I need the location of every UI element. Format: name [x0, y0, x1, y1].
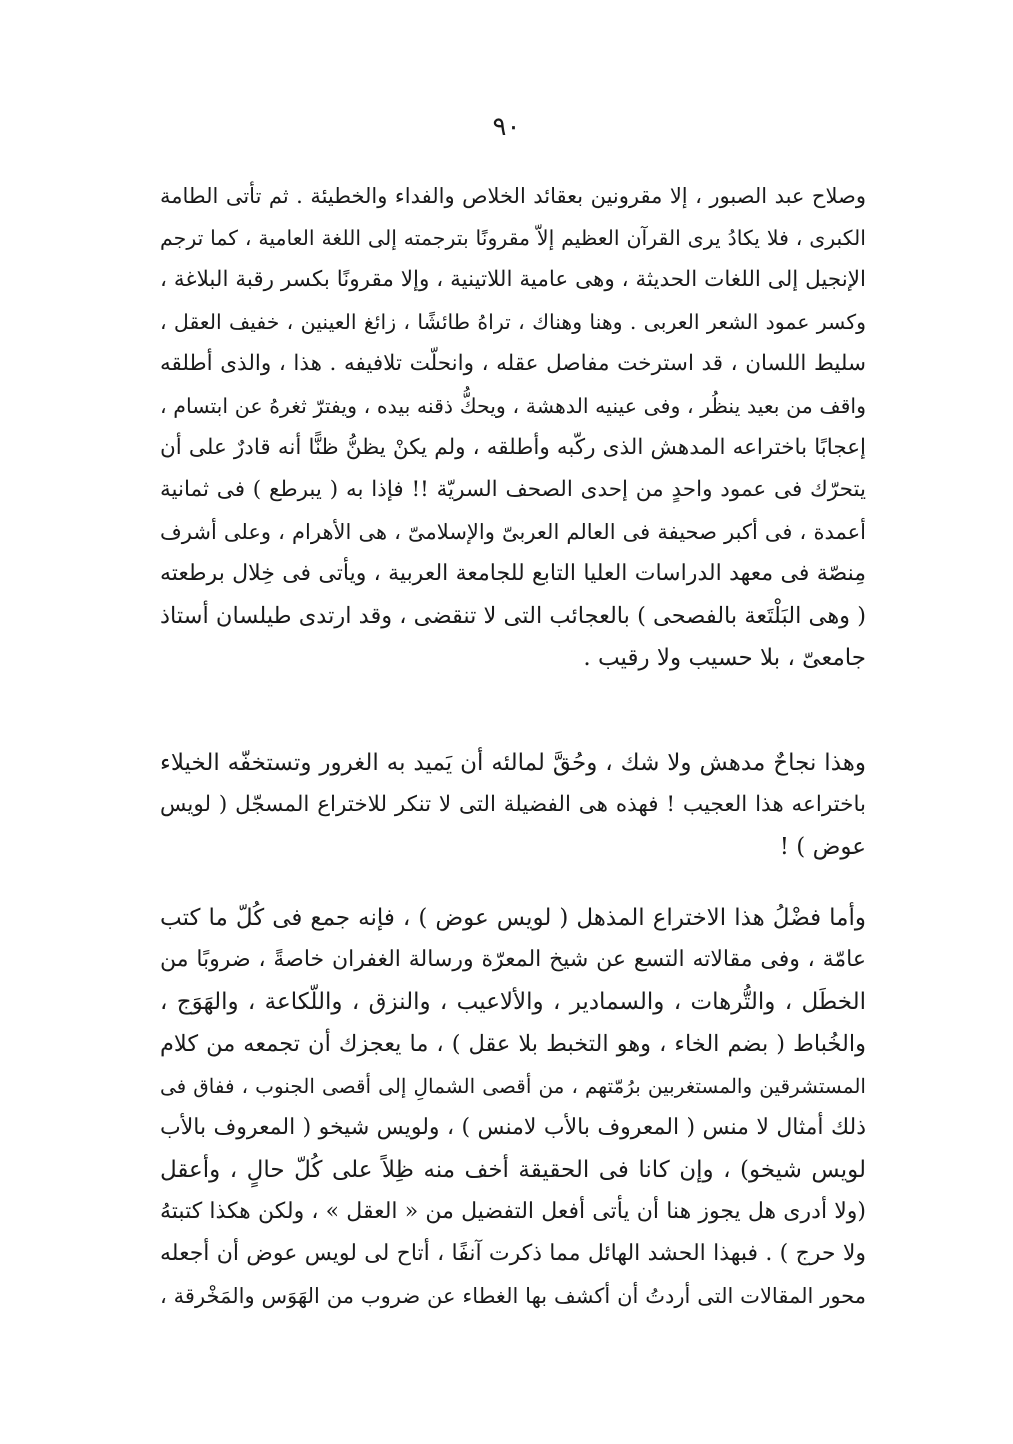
text-line: وهذا نجاحٌ مدهش ولا شك ، وحُقَّ لمالئه أن يَميد به الغرور وتستخفّه الخيلاء [160, 750, 866, 776]
paragraph-3 [160, 897, 866, 1317]
text-line: باختراعه هذا العجيب ! فهذه هى الفضيلة التى لا تنكر للاختراع المسجّل ( لويس [160, 792, 866, 817]
text-line: وأما فضْلُ هذا الاختراع المذهل ( لويس عوض ) ، فإنه جمع فى كُلّ ما كتب [160, 905, 866, 931]
text-line: محور المقالات التى أردتُ أن أكشف بها الغطاء عن ضروب من الهَوَس والمَخْرقة ، [160, 1284, 866, 1308]
text-line: ( وهى البَلْتَعة بالفصحى ) بالعجائب التى لا تنقضى ، وقد ارتدى طيلسان أستاذ [160, 603, 866, 629]
text-line: عوض ) ! [779, 834, 866, 860]
text-line: لويس شيخو) ، وإن كانا فى الحقيقة أخف منه ظِلاً على كُلّ حالٍ ، وأعقل [160, 1157, 866, 1183]
text-line: المستشرقين والمستغربين برُمّتهم ، من أقصى الشمالِ إلى أقصى الجنوب ، ففاق فى [160, 1074, 866, 1098]
text-line: الإنجيل إلى اللغات الحديثة ، وهى عامية اللاتينية ، وإلا مقرونًا بكسر رقبة البلاغة ، [160, 267, 866, 292]
text-line: جامعىّ ، بلا حسيب ولا رقيب . [583, 645, 866, 671]
text-line: سليط اللسان ، قد استرخت مفاصل عقله ، وانحلّت تلافيفه . هذا ، والذى أطلقه [160, 351, 866, 376]
text-line: الكبرى ، فلا يكادُ يرى القرآن العظيم إلاّ مقرونًا بترجمته إلى اللغة العامية ، كما ترجم [160, 226, 866, 250]
text-line: وصلاح عبد الصبور ، إلا مقرونين بعقائد الخلاص والفداء والخطيئة . ثم تأتى الطامة [160, 184, 866, 208]
paragraph-2 [160, 742, 866, 868]
text-line: أعمدة ، فى أكبر صحيفة فى العالم العربىّ والإسلامىّ ، هى الأهرام ، وعلى أشرف [160, 520, 866, 544]
text-line: ذلك أمثال لا منس ( المعروف بالأب لامنس ) ، ولويس شيخو ( المعروف بالأب [160, 1115, 866, 1140]
text-line: ولا حرج ) . فبهذا الحشد الهائل مما ذكرت آنفًا ، أتاح لى لويس عوض أن أجعله [160, 1241, 866, 1266]
page-number: ٩٠ [492, 112, 521, 142]
text-line: يتحرّك فى عمود واحدٍ من إحدى الصحف السريّة !! فإذا به ( يبرطع ) فى ثمانية [160, 477, 866, 502]
paragraph-1 [160, 175, 866, 679]
text-line: إعجابًا باختراعه المدهش الذى ركّبه وأطلقه ، ولم يكنْ يظنُّ ظنًّا أنه قادرٌ على أن [160, 435, 866, 460]
text-line: عامّة ، وفى مقالاته التسع عن شيخ المعرّة ورسالة الغفران خاصةً ، ضروبًا من [160, 947, 866, 972]
text-line: واقف من بعيد ينظُر ، وفى عينيه الدهشة ، ويحكُّ ذقنه بيده ، ويفترّ ثغرهُ عن ابتسام ، [160, 394, 866, 418]
text-line: (ولا أدرى هل يجوز هنا أن يأتى أفعل التفضيل من « العقل » ، ولكن هكذا كتبتهُ [160, 1199, 866, 1224]
text-line: والخُباط ( بضم الخاء ، وهو التخبط بلا عقل ) ، ما يعجزك أن تجمعه من كلام [160, 1031, 866, 1057]
text-line: وكسر عمود الشعر العربى . وهنا وهناك ، تراهُ طائشًا ، زائغ العينين ، خفيف العقل ، [160, 310, 866, 334]
text-line: الخطَل ، والتُّرهات ، والسمادير ، والألاعيب ، والنزق ، واللّكاعة ، والهَوَج ، [160, 989, 866, 1015]
text-line: مِنصّة فى معهد الدراسات العليا التابع للجامعة العربية ، ويأتى فى خِلال برطعته [160, 561, 866, 586]
